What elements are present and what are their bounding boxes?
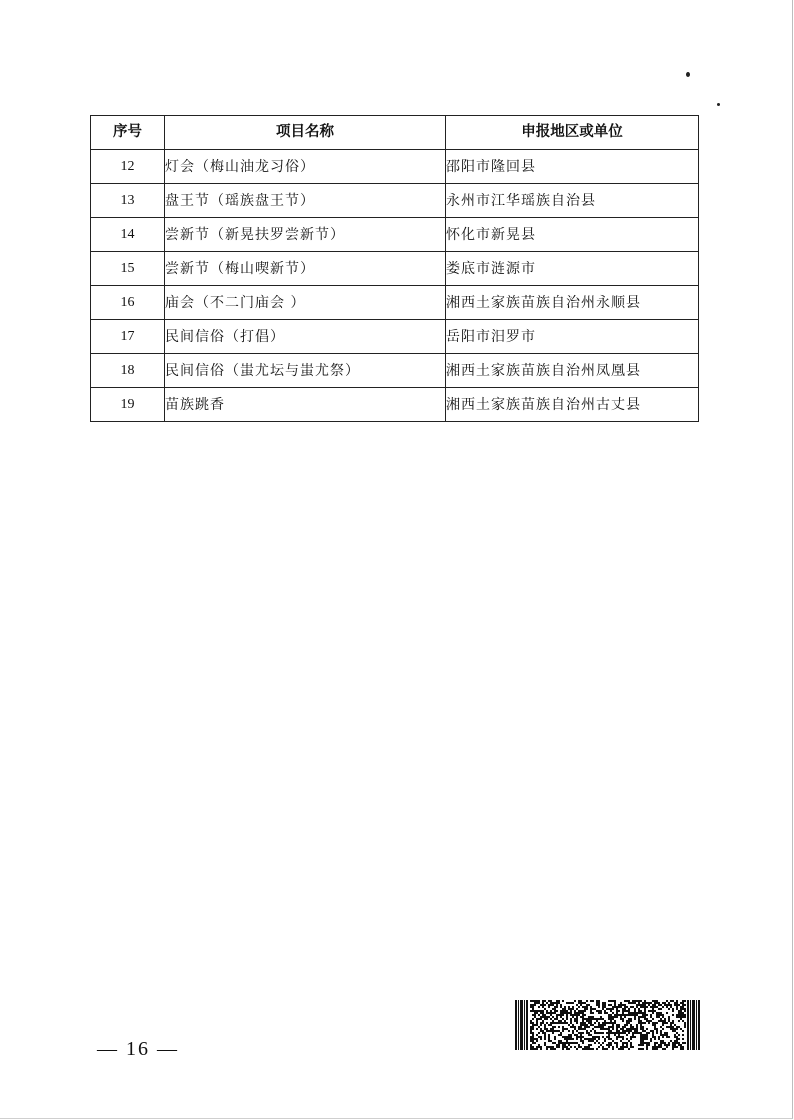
table-row [91, 286, 699, 320]
row-region: 湘西土家族苗族自治州永顺县 [446, 286, 699, 320]
table-header-row [91, 116, 699, 150]
row-no: 14 [91, 218, 165, 252]
table-row [91, 252, 699, 286]
page-number: — 16 — [97, 1038, 179, 1060]
row-region: 湘西土家族苗族自治州凤凰县 [446, 354, 699, 388]
row-region: 岳阳市汨罗市 [446, 320, 699, 354]
row-no: 19 [91, 388, 165, 422]
header-name: 项目名称 [165, 116, 446, 150]
row-region: 邵阳市隆回县 [446, 150, 699, 184]
row-no: 17 [91, 320, 165, 354]
row-name: 庙会（不二门庙会 ） [165, 286, 446, 320]
table-row [91, 218, 699, 252]
row-name: 尝新节（梅山喫新节） [165, 252, 446, 286]
row-name: 尝新节（新晃扶罗尝新节） [165, 218, 446, 252]
scan-speck [686, 72, 690, 77]
row-region: 湘西土家族苗族自治州古丈县 [446, 388, 699, 422]
row-no: 15 [91, 252, 165, 286]
row-region: 娄底市涟源市 [446, 252, 699, 286]
header-region: 申报地区或单位 [446, 116, 699, 150]
row-region: 怀化市新晃县 [446, 218, 699, 252]
heritage-items-table [90, 115, 699, 422]
scan-speck [717, 103, 720, 106]
table-row [91, 320, 699, 354]
header-no: 序号 [91, 116, 165, 150]
table-row [91, 184, 699, 218]
row-no: 12 [91, 150, 165, 184]
row-no: 16 [91, 286, 165, 320]
row-name: 民间信俗（打倡） [165, 320, 446, 354]
table-row [91, 354, 699, 388]
row-no: 13 [91, 184, 165, 218]
table-row [91, 388, 699, 422]
row-name: 苗族跳香 [165, 388, 446, 422]
row-name: 民间信俗（蚩尤坛与蚩尤祭） [165, 354, 446, 388]
row-name: 灯会（梅山油龙习俗） [165, 150, 446, 184]
barcode-icon [515, 1000, 701, 1050]
table-row [91, 150, 699, 184]
row-no: 18 [91, 354, 165, 388]
row-region: 永州市江华瑶族自治县 [446, 184, 699, 218]
row-name: 盘王节（瑶族盘王节） [165, 184, 446, 218]
